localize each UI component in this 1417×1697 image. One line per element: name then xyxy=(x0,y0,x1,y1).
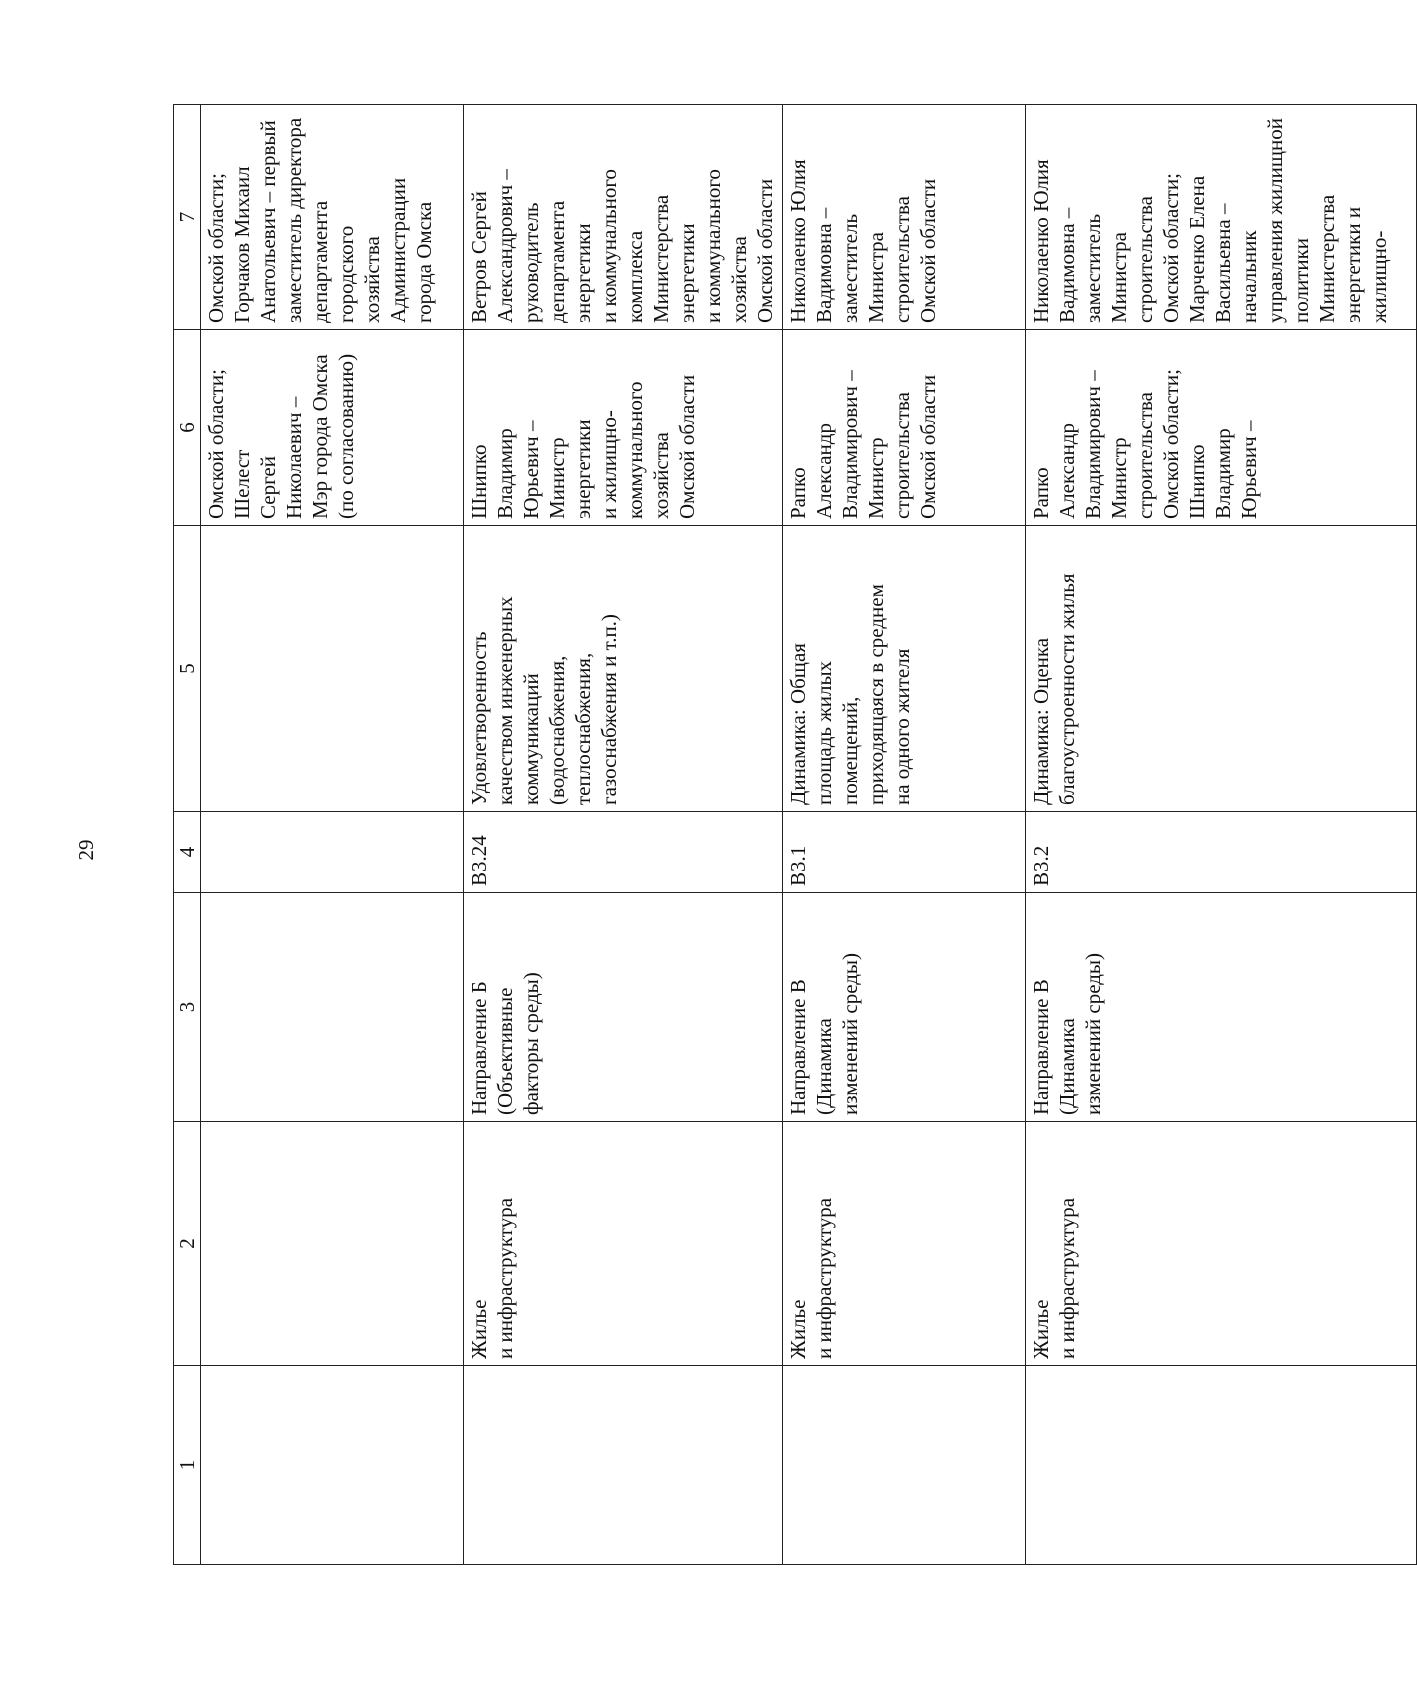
table-cell: В3.2 xyxy=(1026,812,1417,893)
table-cell: Динамика: Оценка благоустроенности жилья xyxy=(1026,526,1417,812)
table-cell: Направление В (Динамика изменений среды) xyxy=(1026,893,1417,1122)
table-cell: Омской области; Горчаков Михаил Анатольевич – первый заместитель директора департамента городского хозяйства Администрации города Омска xyxy=(201,105,464,330)
table-cell: Николаенко Юлия Вадимовна –заместитель Министра строительства Омской области xyxy=(783,105,1026,330)
table-cell: Направление Б (Объективные факторы среды) xyxy=(464,893,783,1122)
table-cell: Ветров Сергей Александрович – руководитель департамента энергетики и коммунального комплекса Министерства энергетики и коммунального хозяйства Омской области xyxy=(464,105,783,330)
rotated-table-container xyxy=(173,105,1391,1565)
table-cell: Рапко Александр Владимирович – Министр строительства Омской области; Шнипко Владимир Юрьевич – xyxy=(1026,330,1417,526)
table-row xyxy=(201,105,464,1565)
table-header-row xyxy=(174,105,201,1565)
header-cell: 2 xyxy=(174,1122,201,1366)
header-cell: 6 xyxy=(174,330,201,526)
data-table xyxy=(173,104,1417,1565)
table-cell: Омской области; Шелест Сергей Николаевич – Мэр города Омска (по согласованию) xyxy=(201,330,464,526)
table-cell: В3.1 xyxy=(783,812,1026,893)
header-cell: 5 xyxy=(174,526,201,812)
table-cell xyxy=(201,1366,464,1565)
table-cell xyxy=(1026,1366,1417,1565)
header-cell: 1 xyxy=(174,1366,201,1565)
table-cell xyxy=(783,1366,1026,1565)
table-cell xyxy=(201,812,464,893)
table-cell xyxy=(464,1366,783,1565)
table-cell: В3.24 xyxy=(464,812,783,893)
header-cell: 3 xyxy=(174,893,201,1122)
table-cell xyxy=(201,1122,464,1366)
table-cell xyxy=(201,893,464,1122)
table-cell: Жилье и инфраструктура xyxy=(783,1122,1026,1366)
table-cell: Рапко Александр Владимирович – Министр строительства Омской области xyxy=(783,330,1026,526)
table-cell: Жилье и инфраструктура xyxy=(1026,1122,1417,1366)
table-cell: Динамика: Общая площадь жилых помещений, приходящаяся в среднем на одного жителя xyxy=(783,526,1026,812)
header-cell: 4 xyxy=(174,812,201,893)
table-cell: Шнипко Владимир Юрьевич – Министр энергетики и жилищно- коммунального хозяйства Омской области xyxy=(464,330,783,526)
table-cell: Направление В (Динамика изменений среды) xyxy=(783,893,1026,1122)
header-cell: 7 xyxy=(174,105,201,330)
table-cell: Удовлетворенность качеством инженерных коммуникаций (водоснабжения, теплоснабжения, газоснабжения и т.п.) xyxy=(464,526,783,812)
table-cell xyxy=(201,526,464,812)
table-cell: Николаенко Юлия Вадимовна –заместитель Министра строительства Омской области; Марченко Елена Васильевна – начальник управления жилищной политики Министерства энергетики и жилищно- xyxy=(1026,105,1417,330)
table-row xyxy=(783,105,1026,1565)
table-row xyxy=(1026,105,1417,1565)
table-row xyxy=(464,105,783,1565)
page-number: 29 xyxy=(74,839,98,861)
table-cell: Жилье и инфраструктура xyxy=(464,1122,783,1366)
